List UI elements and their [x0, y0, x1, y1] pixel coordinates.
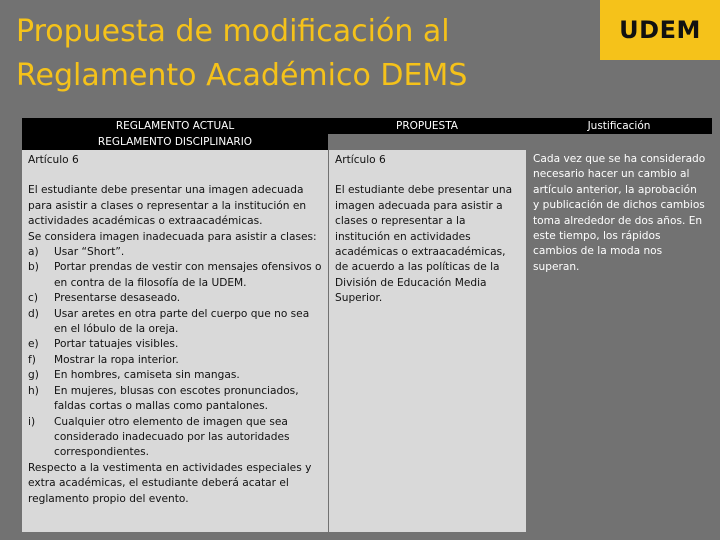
list-item [28, 245, 322, 260]
list-item [28, 368, 322, 383]
header-disciplinary-regulation: REGLAMENTO DISCIPLINARIO [22, 134, 328, 150]
list-item [28, 384, 322, 415]
list-item [28, 307, 322, 338]
list-item-text: Mostrar la ropa interior. [54, 353, 179, 366]
list-item [28, 337, 322, 352]
list-item [28, 260, 322, 291]
justification-cell [527, 150, 712, 532]
list-item-marker: h) [28, 384, 39, 397]
current-article: Artículo 6 [28, 154, 79, 166]
list-item-marker: d) [28, 307, 39, 320]
list-item-text: Presentarse desaseado. [54, 292, 181, 305]
list-item [28, 415, 322, 461]
proposal-text: El estudiante debe presentar una imagen adecuada para asistir a clases o representar a la institución en actividades académicas o extraacadémicas, de acuerdo a las políticas de la División de Educación Media Superior. [335, 184, 513, 305]
list-item-marker: f) [28, 353, 36, 366]
header-justification: Justificación [526, 118, 712, 134]
list-item-marker: i) [28, 415, 36, 428]
proposal-cell [329, 150, 526, 532]
list-item-marker: c) [28, 292, 38, 305]
list-item-text: En hombres, camiseta sin mangas. [54, 369, 240, 382]
comparison-table [22, 118, 712, 532]
slide-title-line-1: Propuesta de modificación al [16, 14, 450, 49]
slide-title-line-2: Reglamento Académico DEMS [16, 58, 468, 93]
list-item-text: En mujeres, blusas con escotes pronunciados, faldas cortas o mallas como pantalones. [54, 384, 299, 413]
list-item-text: Usar “Short”. [54, 246, 125, 259]
slide-title [16, 10, 576, 98]
current-considered: Se considera imagen inadecuada para asistir a clases: [28, 230, 317, 243]
list-item-text: Cualquier otro elemento de imagen que sea considerado inadecuado por las autoridades correspondientes. [54, 415, 290, 459]
udem-logo [600, 0, 720, 60]
current-closing: Respecto a la vestimenta en actividades especiales y extra académicas, el estudiante deberá acatar el reglamento propio del evento. [28, 461, 312, 505]
header-current-regulation: REGLAMENTO ACTUAL [22, 118, 328, 134]
proposal-article: Artículo 6 [335, 154, 386, 166]
udem-logo-text: UDEM [619, 16, 701, 44]
inappropriate-list [28, 245, 322, 461]
list-item-text: Portar tatuajes visibles. [54, 338, 179, 351]
header-proposal: PROPUESTA [328, 118, 526, 134]
list-item [28, 353, 322, 368]
justification-text: Cada vez que se ha considerado necesario hacer un cambio al artículo anterior, la aprobación y publicación de dichos cambios toma alrededor de dos años. En este tiempo, los rápidos cambios de la moda nos superan. [533, 153, 706, 273]
list-item-text: Usar aretes en otra parte del cuerpo que no sea en el lóbulo de la oreja. [54, 307, 310, 336]
current-intro: El estudiante debe presentar una imagen adecuada para asistir a clases o representar a la institución en actividades académicas o extraacadémicas. [28, 184, 307, 228]
list-item [28, 291, 322, 306]
list-item-marker: a) [28, 246, 39, 259]
list-item-marker: b) [28, 261, 39, 274]
list-item-marker: g) [28, 369, 39, 382]
list-item-text: Portar prendas de vestir con mensajes ofensivos o en contra de la filosofía de la UDEM. [54, 261, 322, 289]
current-regulation-cell [22, 150, 328, 532]
list-item-marker: e) [28, 338, 39, 351]
